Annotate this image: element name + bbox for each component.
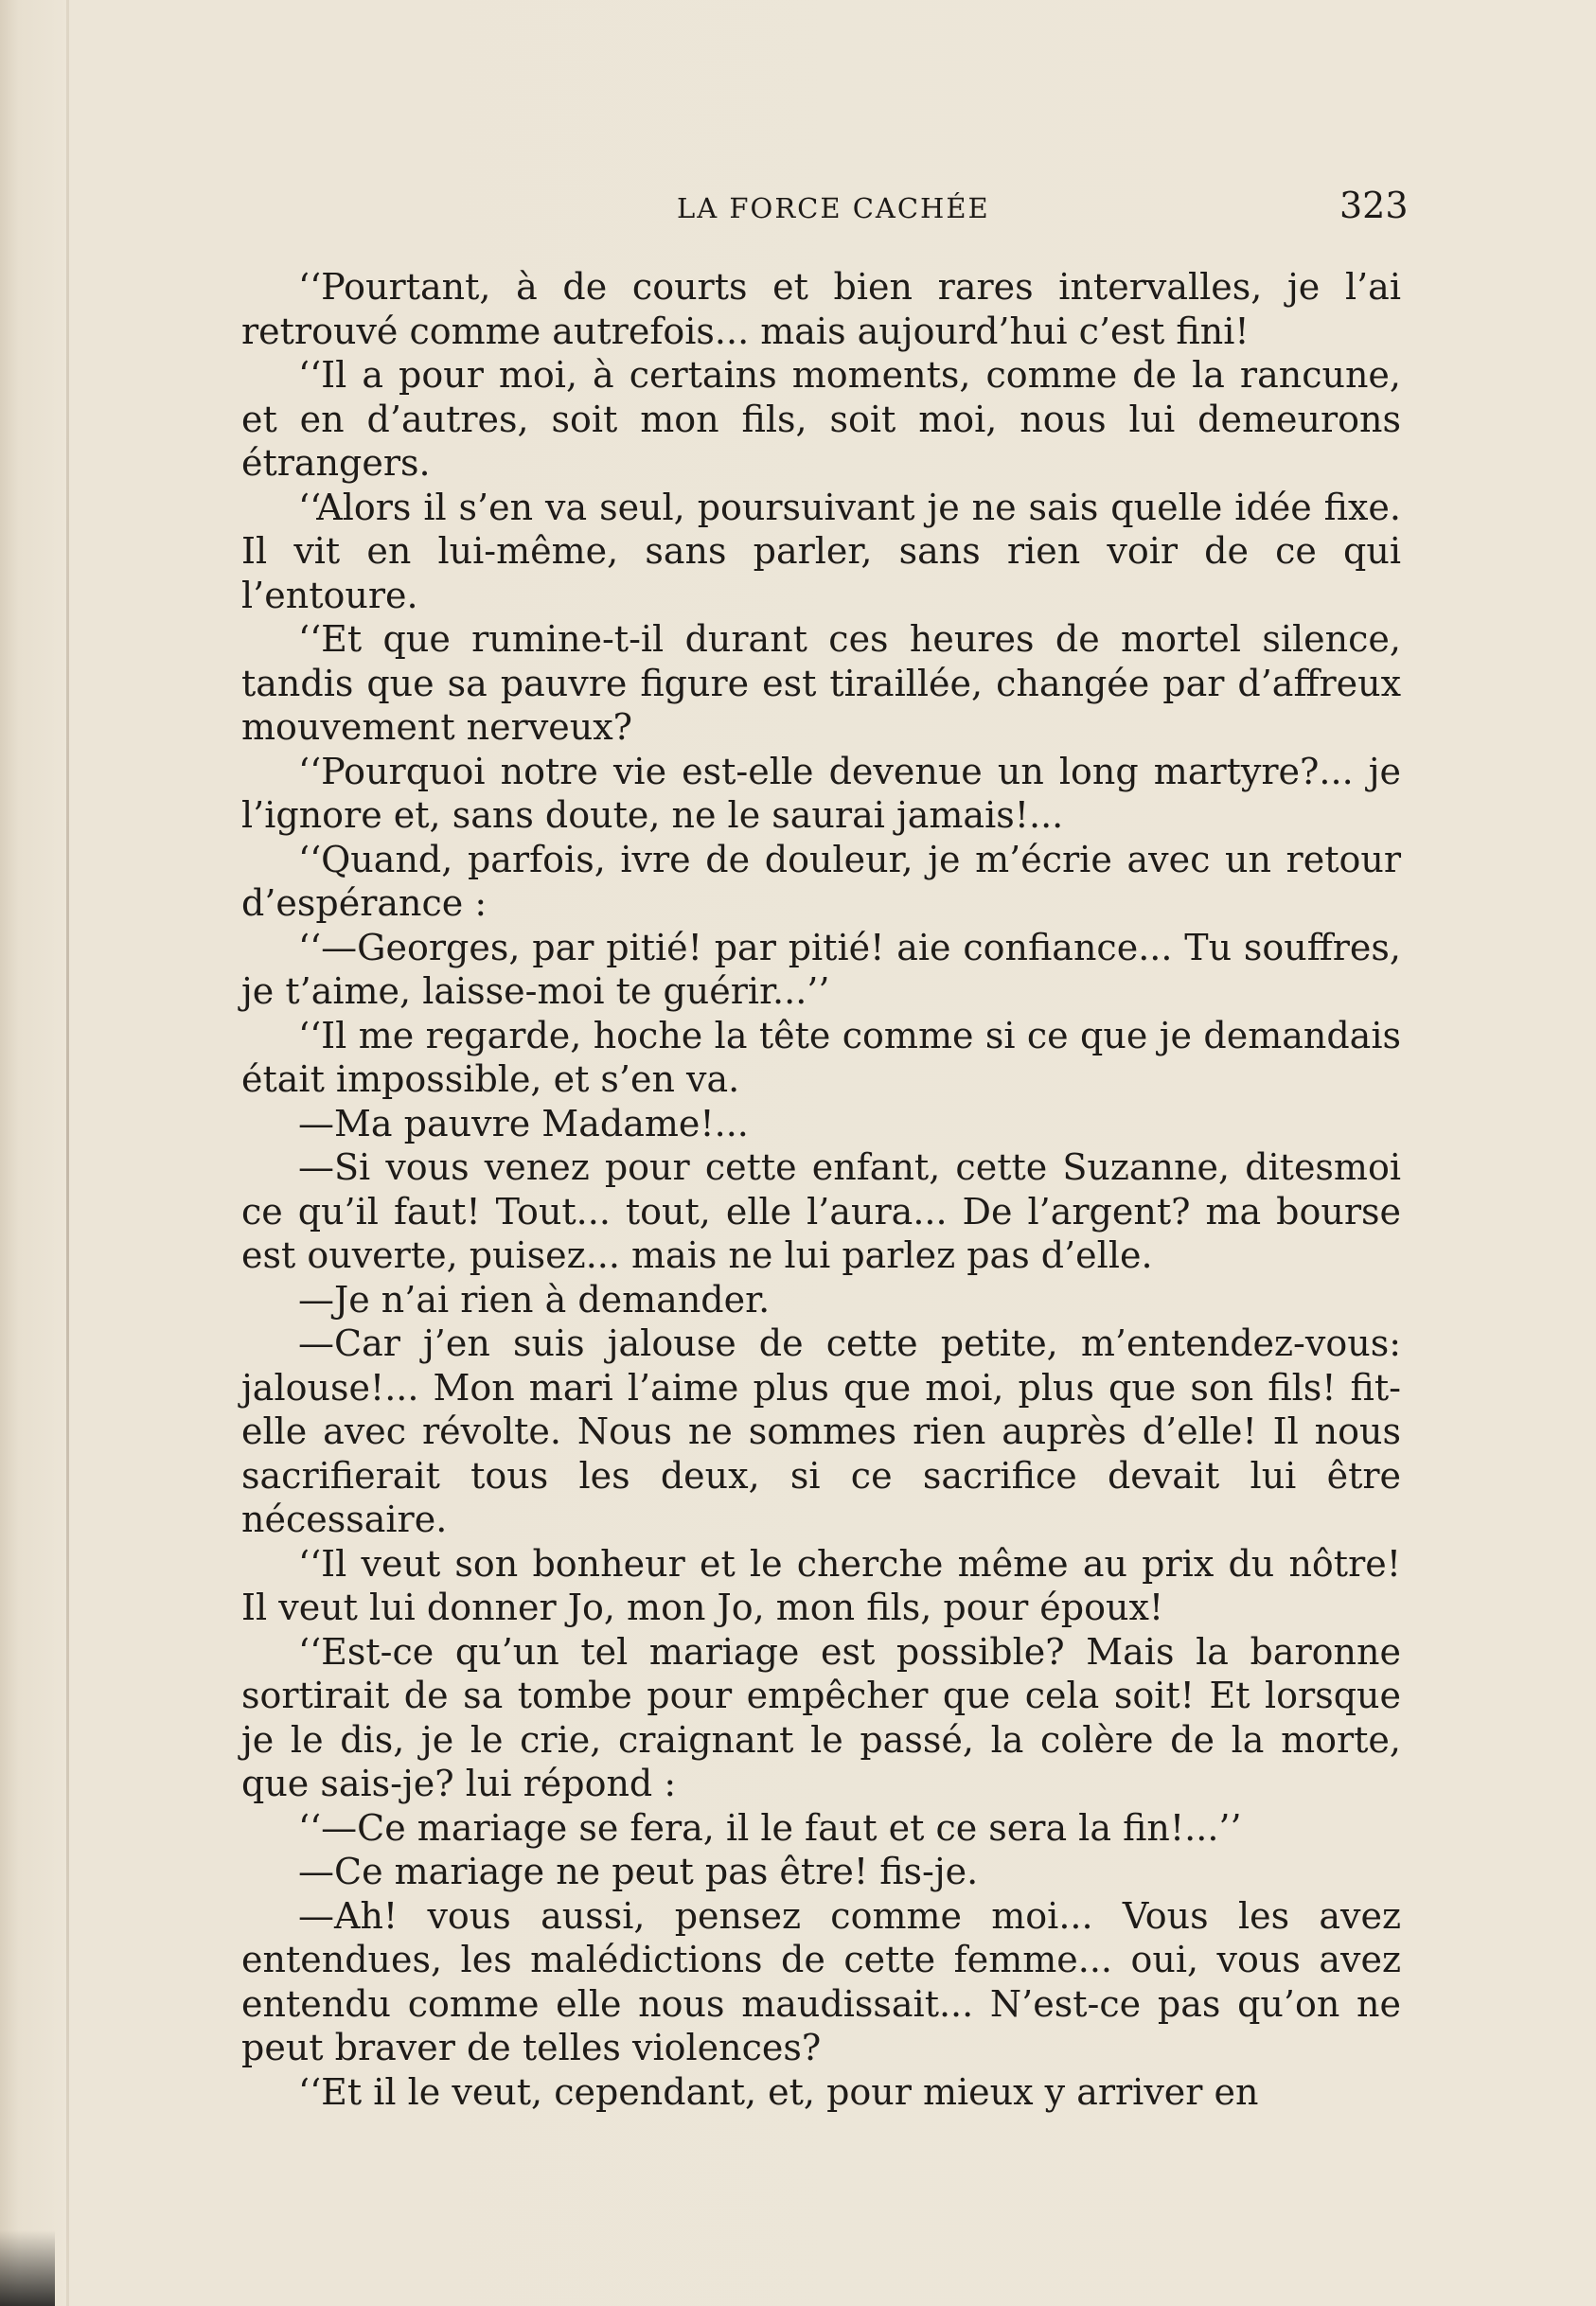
paragraph: ‘‘Est-ce qu’un tel mariage est possible? Mais la baronne sortirait de sa tombe pour empêcher que cela soit! Et lorsque je le dis, je le crie, craignant le passé, la colère de la morte, que sais-je? lui répond :	[241, 1630, 1401, 1804]
paragraph: —Ma pauvre Madame!...	[298, 1102, 749, 1144]
paragraph: —Si vous venez pour cette enfant, cette Suzanne, ditesmoi ce qu’il faut! Tout... tout, elle l’aura... De l’argent? ma bourse est ouverte, puisez... mais ne lui parlez pas d’elle.	[241, 1146, 1401, 1276]
body-text	[241, 265, 1401, 2114]
paragraph: ‘‘Et il le veut, cependant, et, pour mieux y arriver en	[298, 2070, 1259, 2113]
paragraph: ‘‘—Georges, par pitié! par pitié! aie confiance... Tu souffres, je t’aime, laisse-moi te guérir...’’	[241, 926, 1401, 1012]
binding-gutter	[66, 0, 69, 2306]
paragraph: —Ah! vous aussi, pensez comme moi... Vous les avez entendues, les malédictions de cette femme... oui, vous avez entendu comme elle nous maudissait... N’est-ce pas qu’on ne peut braver de telles violences?	[241, 1894, 1401, 2068]
paragraph: ‘‘Alors il s’en va seul, poursuivant je ne sais quelle idée fixe. Il vit en lui-même, sans parler, sans rien voir de ce qui l’entoure.	[241, 486, 1401, 616]
page-header	[0, 185, 1596, 241]
paragraph: ‘‘Et que rumine-t-il durant ces heures de mortel silence, tandis que sa pauvre figure est tiraillée, changée par d’affreux mouvement nerveux?	[241, 618, 1401, 748]
paragraph: —Ce mariage ne peut pas être! fis-je.	[298, 1851, 979, 1892]
paragraph: ‘‘Pourquoi notre vie est-elle devenue un long martyre?... je l’ignore et, sans doute, ne le saurai jamais!...	[241, 750, 1401, 836]
paragraph: ‘‘Il veut son bonheur et le cherche même au prix du nôtre! Il veut lui donner Jo, mon Jo, mon fils, pour époux!	[241, 1542, 1401, 1628]
paragraph: ‘‘—Ce mariage se fera, il le faut et ce sera la fin!...’’	[298, 1806, 1242, 1849]
paragraph: ‘‘Pourtant, à de courts et bien rares intervalles, je l’ai retrouvé comme autrefois... mais aujourd’hui c’est fini!	[241, 266, 1401, 352]
page-number: 323	[1339, 185, 1409, 226]
paragraph: ‘‘Quand, parfois, ivre de douleur, je m’écrie avec un retour d’espérance :	[241, 838, 1401, 924]
paragraph: ‘‘Il me regarde, hoche la tête comme si ce que je demandais était impossible, et s’en va.	[241, 1014, 1401, 1100]
running-title: LA FORCE CACHÉE	[677, 192, 990, 224]
paragraph: —Je n’ai rien à demander.	[298, 1278, 771, 1321]
scan-edge-shadow	[0, 2230, 55, 2306]
paragraph: —Car j’en suis jalouse de cette petite, m’entendez-vous: jalouse!... Mon mari l’aime plus que moi, plus que son fils! fit-elle avec révolte. Nous ne sommes rien auprès d’elle! Il nous sacrifierait tous les deux, si ce sacrifice devait lui être nécessaire.	[241, 1322, 1401, 1540]
paragraph: ‘‘Il a pour moi, à certains moments, comme de la rancune, et en d’autres, soit mon fils, soit moi, nous lui demeurons étrangers.	[241, 354, 1401, 484]
